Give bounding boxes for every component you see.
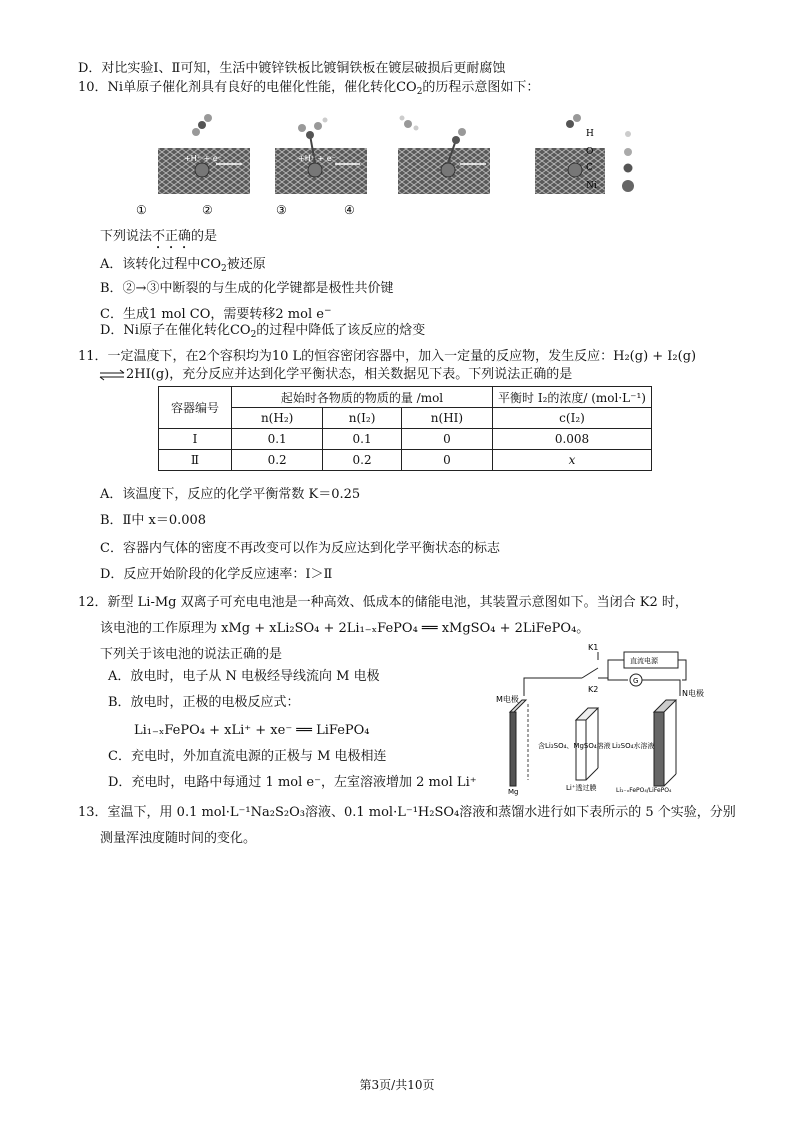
svg-text:+H⁺ + e⁻: +H⁺ + e⁻	[184, 154, 222, 163]
battery-diagram	[490, 640, 710, 800]
svg-text:K1: K1	[588, 643, 599, 652]
q10-option-b: B．②→③中断裂的与生成的化学键都是极性共价键	[100, 281, 394, 296]
table-row: Ⅱ 0.2 0.2 0 x	[159, 450, 652, 471]
q12-option-a: A．放电时，电子从 N 电极经导线流向 M 电极	[108, 669, 380, 684]
label-1: ①	[136, 203, 147, 217]
svg-text:G: G	[633, 677, 639, 685]
q12-stem-1: 12．新型 Li-Mg 双离子可充电电池是一种高效、低成本的储能电池，其装置示意图如下。当闭合 K2 时，	[78, 595, 688, 610]
q12-option-b-equation: Li₁₋ₓFePO₄ + xLi⁺ + xe⁻ ══ LiFePO₄	[134, 723, 370, 738]
svg-text:H: H	[586, 129, 594, 139]
q11-option-b: B．Ⅱ中 x＝0.008	[100, 513, 207, 528]
header-initial: 起始时各物质的物质的量 /mol	[232, 387, 493, 408]
svg-text:+H⁺ + e⁻: +H⁺ + e⁻	[298, 154, 336, 163]
panel-1-surface	[158, 114, 250, 194]
page-footer: 第3页/共10页	[359, 1078, 435, 1092]
svg-text:M电极: M电极	[496, 695, 519, 704]
header-container: 容器编号	[159, 387, 232, 429]
q12-prompt: 下列关于该电池的说法正确的是	[100, 647, 283, 662]
label-3: ③	[276, 203, 287, 217]
subheader-ci2: c(I₂)	[493, 408, 652, 429]
q11-stem-2: 2HI(g)，充分反应并达到化学平衡状态，相关数据见下表。下列说法正确的是	[126, 367, 573, 382]
q10-prompt: 下列说法不正确的是	[100, 229, 218, 244]
svg-text:N电极: N电极	[682, 689, 704, 698]
q10-option-d: D．Ni原子在催化转化$CO_2$的过程中降低了该反应的焓变	[100, 323, 426, 340]
svg-text:Mg: Mg	[508, 788, 519, 796]
subheader-nhi: n(HI)	[401, 408, 492, 429]
svg-text:C: C	[586, 163, 593, 173]
svg-text:Li⁺透过膜: Li⁺透过膜	[566, 784, 597, 792]
q13-stem-2: 测量浑浊度随时间的变化。	[100, 831, 257, 846]
svg-text:Li₁₋ₓFePO₄/LiFePO₄: Li₁₋ₓFePO₄/LiFePO₄	[616, 787, 672, 794]
q9-option-d: D．对比实验Ⅰ、Ⅱ可知，生活中镀锌铁板比镀铜铁板在镀层破损后更耐腐蚀	[78, 61, 506, 76]
subheader-nh2: n(H₂)	[232, 408, 323, 429]
q12-stem-2: 该电池的工作原理为 xMg + xLi₂SO₄ + 2Li₁₋ₓFePO₄ ══ xMgSO₄ + 2LiFePO₄。	[100, 621, 590, 636]
q10-stem: 10．Ni单原子催化剂具有良好的电催化性能，催化转化$CO_2$的历程示意图如下：	[78, 80, 540, 97]
q13-stem-1: 13．室温下，用 0.1 mol·L⁻¹Na₂S₂O₃溶液、0.1 mol·L⁻¹H₂SO₄溶液和蒸馏水进行如下表所示的 5 个实验，分别	[78, 805, 736, 820]
svg-text:Li₂SO₄水溶液: Li₂SO₄水溶液	[612, 742, 655, 750]
q11-option-a: A．该温度下，反应的化学平衡常数 K＝0.25	[100, 487, 361, 502]
svg-text:K2: K2	[588, 685, 599, 694]
q11-option-d: D．反应开始阶段的化学反应速率：Ⅰ＞Ⅱ	[100, 567, 333, 582]
panel-2-surface	[275, 118, 367, 195]
panel-3-surface	[398, 116, 490, 195]
q11-stem-1: 11．一定温度下，在2个容积均为10 L的恒容密闭容器中，加入一定量的反应物，发生反应：H₂(g) + I₂(g)	[78, 349, 697, 364]
svg-text:含Li₂SO₄、MgSO₄溶液: 含Li₂SO₄、MgSO₄溶液	[538, 742, 611, 750]
label-2: ②	[202, 203, 213, 217]
q12-option-d: D．充电时，电路中每通过 1 mol e⁻，左室溶液增加 2 mol Li⁺	[108, 775, 477, 790]
q10-option-c: C．生成1 mol CO，需要转移2 mol e−	[100, 306, 332, 322]
label-4: ④	[344, 203, 355, 217]
equilibrium-arrow-icon	[98, 370, 126, 380]
svg-text:O: O	[586, 147, 594, 157]
q10-option-a: A．该转化过程中$CO_2$被还原	[100, 257, 266, 274]
q12-option-c: C．充电时，外加直流电源的正极与 M 电极相连	[108, 749, 387, 764]
equilibrium-data-table	[158, 386, 652, 471]
svg-text:Ni: Ni	[586, 181, 597, 191]
header-equilibrium: 平衡时 I₂的浓度/ (mol·L⁻¹)	[493, 387, 652, 408]
svg-text:直流电源: 直流电源	[630, 657, 658, 665]
subheader-ni2: n(I₂)	[323, 408, 402, 429]
table-row: Ⅰ 0.1 0.1 0 0.008	[159, 429, 652, 450]
q12-option-b: B．放电时，正极的电极反应式：	[108, 695, 300, 710]
catalysis-mechanism-figure	[136, 110, 640, 220]
q11-option-c: C．容器内气体的密度不再改变可以作为反应达到化学平衡状态的标志	[100, 541, 500, 556]
